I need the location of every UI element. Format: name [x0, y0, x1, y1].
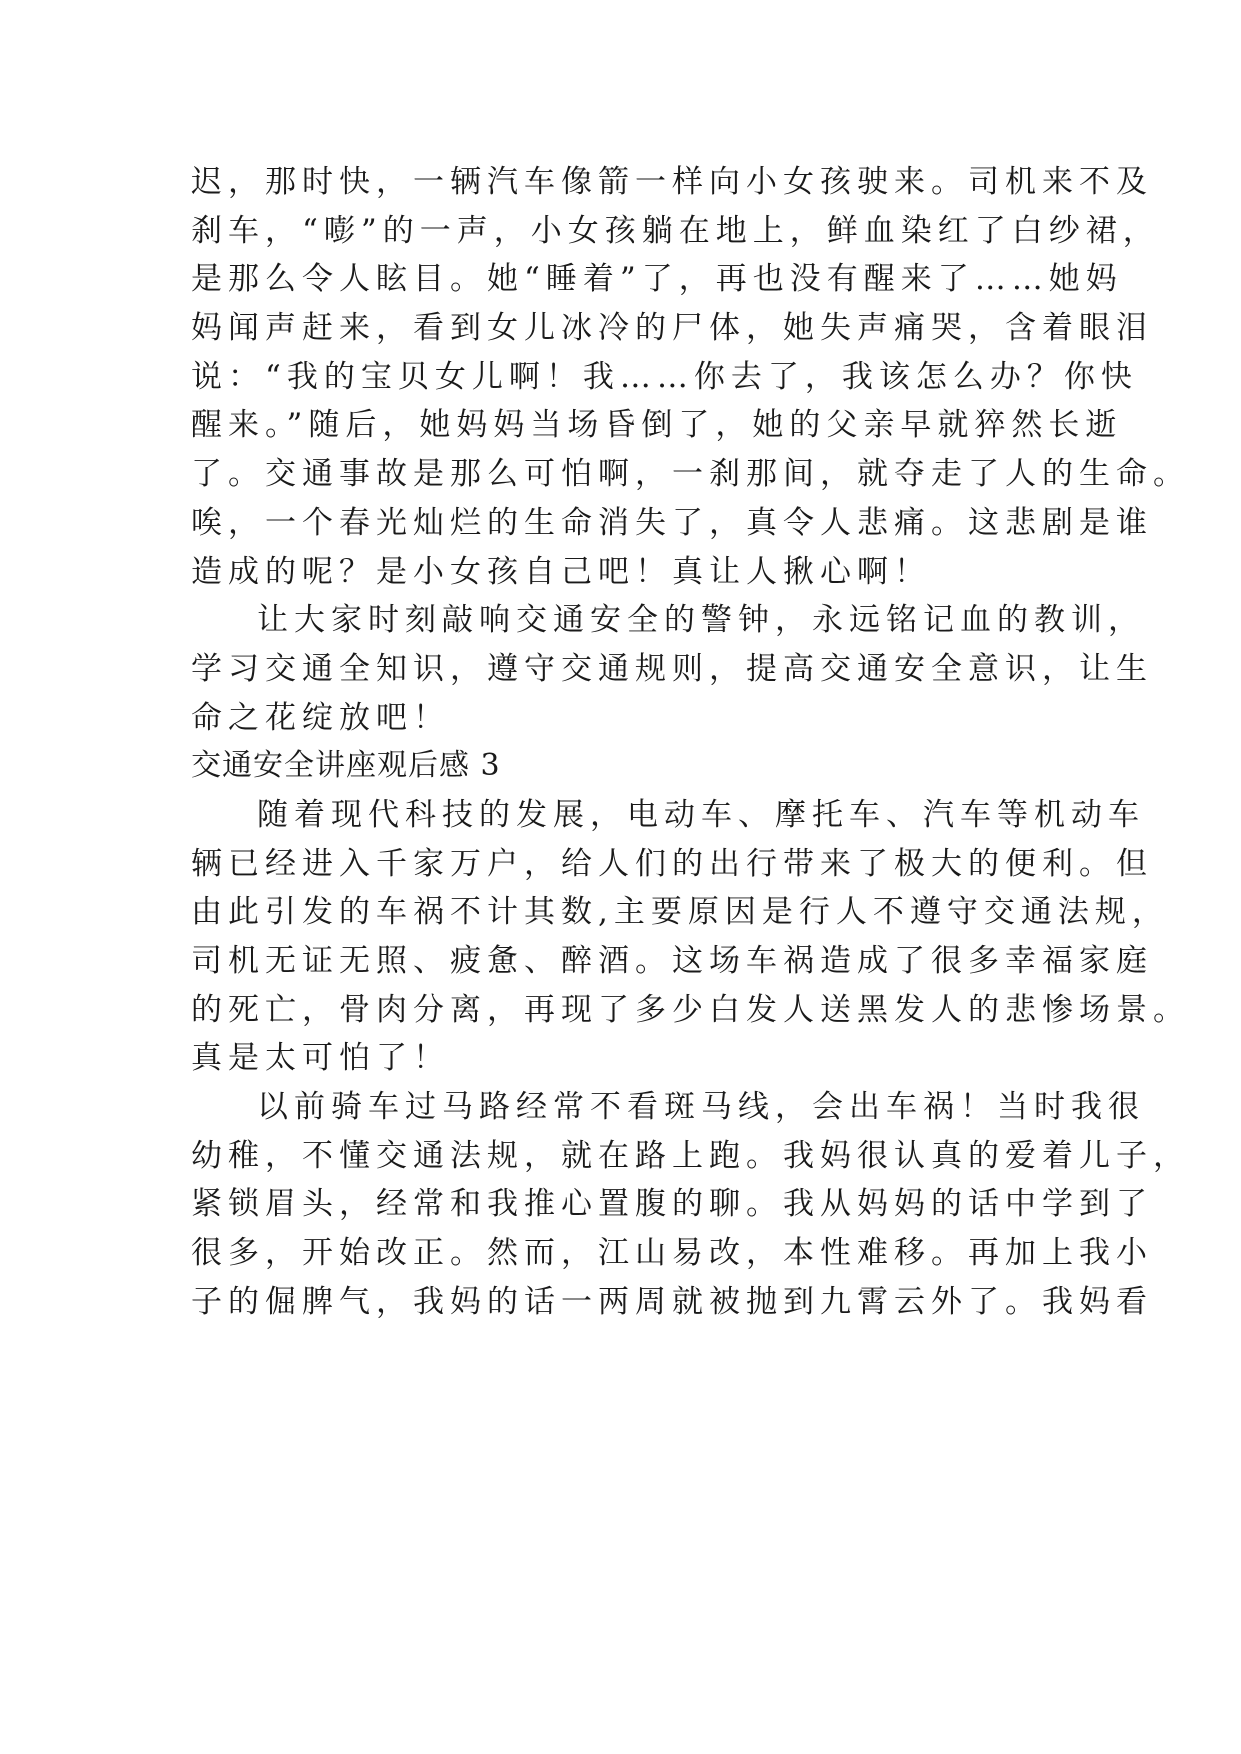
- heading-text: 交通安全讲座观后感 3: [191, 748, 501, 784]
- text-line: 是那么令人眩目。她“睡着”了，再也没有醒来了……她妈: [191, 261, 1123, 298]
- document-body: [191, 158, 1190, 1327]
- text-line: 随着现代科技的发展，电动车、摩托车、汽车等机动车: [257, 796, 1145, 833]
- text-line: 醒来。”随后，她妈妈当场昏倒了，她的父亲早就猝然长逝: [191, 407, 1123, 444]
- text-line: 造成的呢？是小女孩自己吧！真让人揪心啊！: [191, 553, 931, 590]
- text-line: 迟，那时快，一辆汽车像箭一样向小女孩驶来。司机来不及: [191, 164, 1153, 200]
- text-line: 以前骑车过马路经常不看斑马线，会出车祸！当时我很: [257, 1089, 1145, 1126]
- text-line: 由此引发的车祸不计其数,主要原因是行人不遵守交通法规，: [191, 894, 1169, 931]
- text-line: 了。交通事故是那么可怕啊，一刹那间，就夺走了人的生命。: [191, 456, 1190, 493]
- paragraph-1: [191, 158, 1190, 596]
- text-line: 的死亡，骨肉分离，再现了多少白发人送黑发人的悲惨场景。: [191, 991, 1190, 1028]
- text-line: 让大家时刻敲响交通安全的警钟，永远铭记血的教训，: [257, 602, 1145, 639]
- paragraph-2: [191, 596, 1153, 742]
- text-line: 说：“我的宝贝女儿啊！我……你去了，我该怎么办？你快: [191, 358, 1138, 395]
- text-line: 真是太可怕了！: [191, 1040, 450, 1077]
- text-line: 唉，一个春光灿烂的生命消失了，真令人悲痛。这悲剧是谁: [191, 504, 1153, 541]
- text-line: 学习交通全知识，遵守交通规则，提高交通安全意识，让生: [191, 650, 1153, 687]
- text-line: 刹车，“嘭”的一声，小女孩躺在地上，鲜血染红了白纱裙，: [191, 212, 1160, 249]
- text-line: 紧锁眉头，经常和我推心置腹的聊。我从妈妈的话中学到了: [191, 1186, 1153, 1223]
- text-line: 妈闻声赶来，看到女儿冰冷的尸体，她失声痛哭，含着眼泪: [191, 310, 1153, 347]
- paragraph-4: [191, 1083, 1190, 1326]
- text-line: 很多，开始改正。然而，江山易改，本性难移。再加上我小: [191, 1235, 1153, 1272]
- text-line: 幼稚，不懂交通法规，就在路上跑。我妈很认真的爱着儿子，: [191, 1137, 1190, 1174]
- text-line: 辆已经进入千家万户，给人们的出行带来了极大的便利。但: [191, 845, 1153, 882]
- paragraph-3: [191, 791, 1190, 1083]
- text-line: 命之花绽放吧！: [191, 699, 450, 736]
- section-heading: [191, 742, 1061, 791]
- text-line: 司机无证无照、疲惫、醉酒。这场车祸造成了很多幸福家庭: [191, 943, 1153, 979]
- text-line: 子的倔脾气，我妈的话一两周就被抛到九霄云外了。我妈看: [191, 1283, 1153, 1320]
